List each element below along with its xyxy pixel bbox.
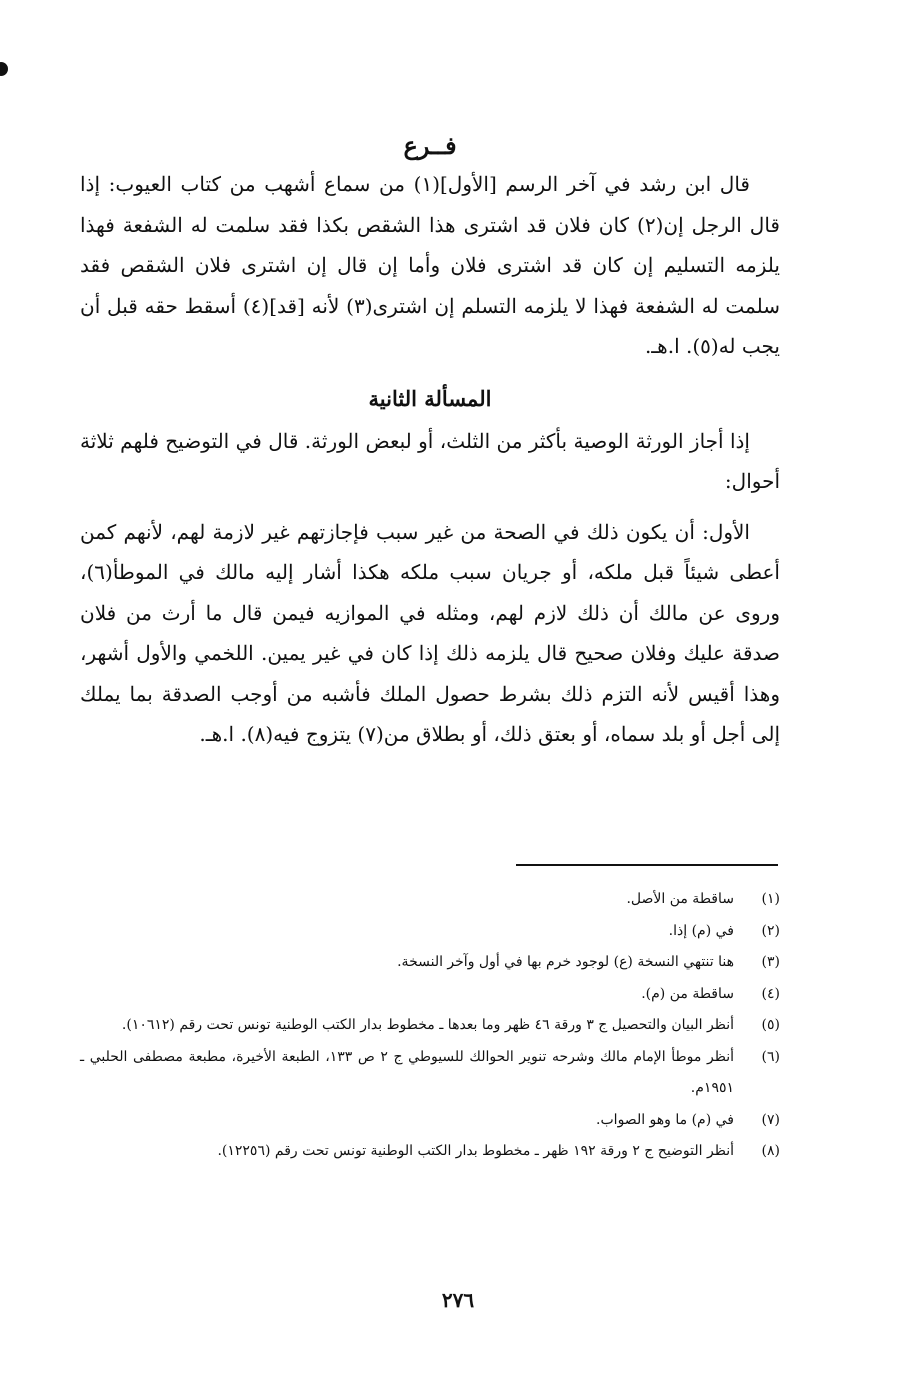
footnote-number: (٥) [761,1017,780,1033]
footnote-item [80,1042,780,1105]
page-number: ٢٧٦ [441,1288,475,1312]
footnote-item [80,979,780,1011]
footnote-text: أنظر التوضيح ج ٢ ورقة ١٩٢ ظهر ـ مخطوط بدار الكتب الوطنية تونس تحت رقم (١٢٢٥٦). [217,1143,734,1159]
footnote-text: أنظر موطأ الإمام مالك وشرحه تنوير الحوالك للسيوطي ج ٢ ص ١٣٣، الطبعة الأخيرة، مطبعة مصطفى الحلبي ـ ١٩٥١م. [80,1048,734,1096]
footnote-number: (٢) [761,922,780,939]
footnote-item [80,916,780,948]
footnote-text: ساقطة من (م). [641,985,734,1002]
footnote-number: (٨) [761,1143,780,1159]
footnote-text: هنا تنتهي النسخة (ع) لوجود خرم بها في أول وآخر النسخة. [397,954,734,970]
footnote-text: في (م) ما وهو الصواب. [596,1111,734,1128]
subheading: المسألة الثانية [368,385,492,411]
footnote-number: (٣) [761,954,780,970]
footnote-item [80,1010,780,1042]
footnote-separator [516,864,778,866]
footnote-item [80,884,780,916]
paragraph-3: الأول: أن يكون ذلك في الصحة من غير سبب فإجازتهم غير لازمة لهم، لأنهم كمن أعطى شيئاً قبل ملكه، أو جريان سبب ملكه هكذا أشار إليه مالك في الموطأ(٦)، وروى عن مالك أن ذلك لازم لهم، ومثله في الموازيه فيمن قال ما أرث من فلان صدقة عليك وفلان صحيح قال يلزمه ذلك إذا كان في غير يمين. اللخمي والأول أشهر، وهذا أقيس لأنه التزم ذلك بشرط حصول الملك فأشبه من أوجب الصدقة بما يملك إلى أجل أو بلد سماه، أو بعتق ذلك، أو بطلاق من(٧) يتزوج فيه(٨). ا.هـ. [80,519,780,746]
footnote-number: (١) [761,891,780,907]
main-text [80,128,780,755]
paragraph-1: قال ابن رشد في آخر الرسم [الأول](١) من سماع أشهب من كتاب العيوب: إذا قال الرجل إن(٢) كان فلان قد اشترى هذا الشقص بكذا فقد سلمت له الشفعة فهذا يلزمه التسليم إن كان قد اشترى فلان وأما إن قال إن اشترى فلان الشقص فقد سلمت له الشفعة فهذا لا يلزمه التسلم إن اشترى(٣) لأنه [قد](٤) أسقط حقه قبل أن يجب له(٥). ا.هـ. [80,172,780,358]
section-heading: فــرع [403,131,457,160]
footnote-item [80,947,780,979]
footnote-text: أنظر البيان والتحصيل ج ٣ ورقة ٤٦ ظهر وما بعدها ـ مخطوط بدار الكتب الوطنية تونس تحت رقم (١٠٦١٢). [121,1017,734,1033]
footnote-number: (٤) [761,985,780,1002]
footnote-item [80,1136,780,1168]
margin-dot [0,62,8,76]
paragraph-2: إذا أجاز الورثة الوصية بأكثر من الثلث، أو لبعض الورثة. قال في التوضيح فلهم ثلاثة أحوال: [80,428,780,493]
footnote-number: (٦) [761,1048,780,1065]
footnote-number: (٧) [761,1111,780,1128]
footnote-text: ساقطة من الأصل. [626,891,734,907]
footnote-text: في (م) إذا. [668,922,734,939]
footnote-item [80,1105,780,1137]
footnotes-list [80,884,780,1168]
